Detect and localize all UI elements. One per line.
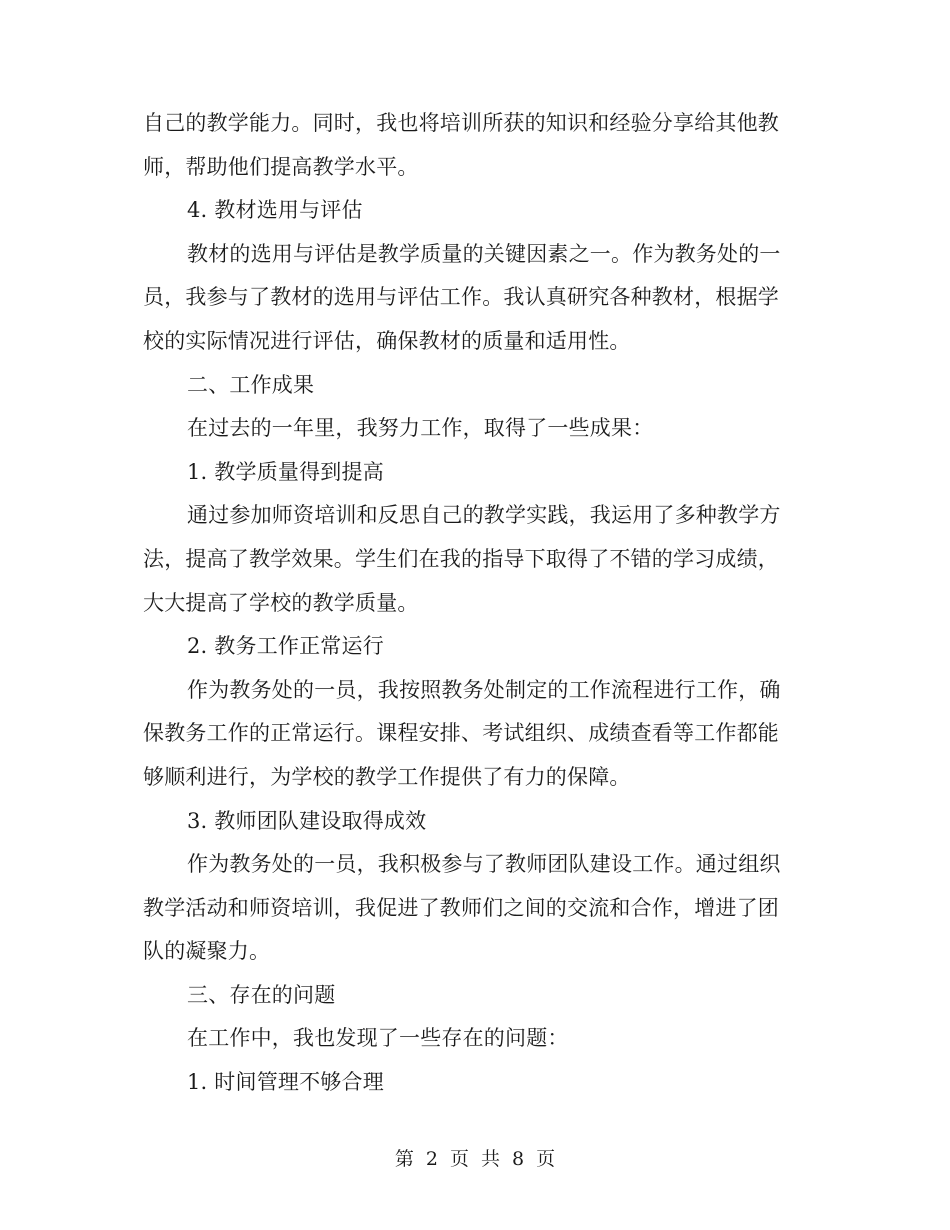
text-line: 自己的教学能力。同时，我也将培训所获的知识和经验分享给其他教 — [143, 111, 779, 135]
document-body — [143, 102, 807, 1105]
text-line: 作为教务处的一员，我积极参与了教师团队建设工作。通过组织 — [187, 852, 781, 877]
text-line: 二、工作成果 — [187, 372, 315, 397]
text-line: 在工作中，我也发现了一些存在的问题： — [187, 1026, 569, 1051]
text-line: 教材的选用与评估是教学质量的关键因素之一。作为教务处的一 — [187, 241, 781, 266]
text-line: 教学活动和师资培训，我促进了教师们之间的交流和合作，增进了团 — [143, 895, 779, 920]
page-footer: 第 2 页 共 8 页 — [394, 1148, 556, 1170]
text-line: 校的实际情况进行评估，确保教材的质量和适用性。 — [143, 328, 631, 353]
text-line: 在过去的一年里，我努力工作，取得了一些成果： — [187, 416, 654, 441]
text-line: 够顺利进行，为学校的教学工作提供了有力的保障。 — [143, 764, 631, 789]
text-line: 三、存在的问题 — [187, 982, 336, 1007]
text-line: 队的凝聚力。 — [143, 939, 271, 964]
text-line: 1. 时间管理不够合理 — [187, 1070, 384, 1095]
text-line: 4. 教材选用与评估 — [187, 198, 363, 223]
text-line: 通过参加师资培训和反思自己的教学实践，我运用了多种教学方 — [187, 503, 781, 528]
text-line: 大大提高了学校的教学质量。 — [143, 590, 419, 615]
text-line: 法，提高了教学效果。学生们在我的指导下取得了不错的学习成绩， — [143, 546, 779, 571]
text-line: 1. 教学质量得到提高 — [187, 459, 384, 484]
text-line: 员，我参与了教材的选用与评估工作。我认真研究各种教材，根据学 — [143, 285, 779, 310]
text-line: 作为教务处的一员，我按照教务处制定的工作流程进行工作，确 — [187, 677, 781, 702]
text-line: 师，帮助他们提高教学水平。 — [143, 154, 419, 179]
text-line: 保教务工作的正常运行。课程安排、考试组织、成绩查看等工作都能 — [143, 721, 779, 746]
text-line: 2. 教务工作正常运行 — [187, 634, 384, 659]
text-line: 3. 教师团队建设取得成效 — [187, 808, 427, 833]
